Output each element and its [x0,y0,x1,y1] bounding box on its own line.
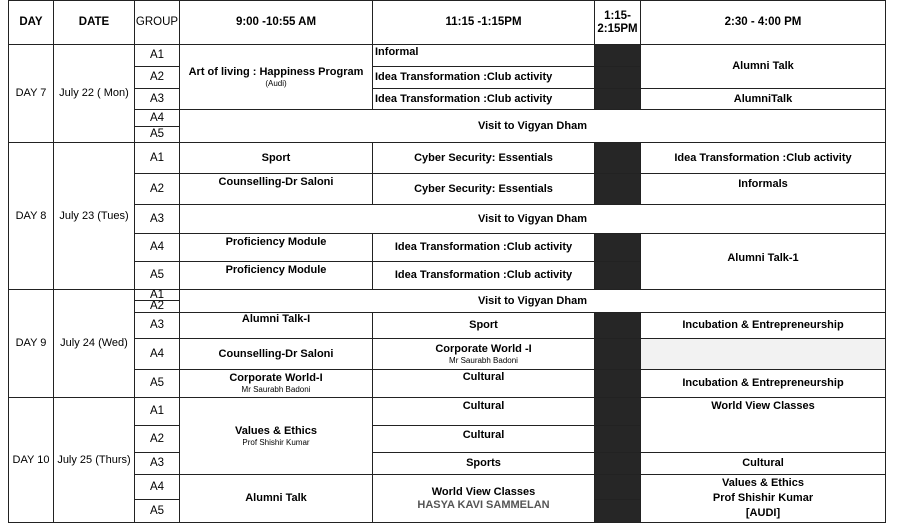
day8-lunch-a1 [594,142,641,174]
day7-slot4-a3: AlumniTalk [640,88,886,110]
day8-group-a2: A2 [134,173,180,205]
day9-slot2-a3: Sport [372,312,595,339]
day9-slot2-a4 [372,338,595,370]
day10-slot2-a1: Cultural [372,397,595,426]
day7-a4-a5-all-slots: Visit to Vigyan Dham [179,109,886,143]
day9-slot2-a4-title: Corporate World -I [435,342,532,355]
day10-slot2-a3: Sports [372,452,595,475]
day8-slot2-a2: Cyber Security: Essentials [372,173,595,205]
day9-group-a5: A5 [134,369,180,398]
day8-slot2-a4: Idea Transformation :Club activity [372,233,595,262]
day10-group-a1: A1 [134,397,180,426]
day9-lunch-a3 [594,312,641,339]
day8-slot1-a1: Sport [179,142,373,174]
day9-group-a2: A2 [134,300,180,313]
day9-group-a1: A1 [134,289,180,301]
day7-group-a3: A3 [134,88,180,110]
day8-slot2-a1: Cyber Security: Essentials [372,142,595,174]
day9-group-a3: A3 [134,312,180,339]
day10-group-a4: A4 [134,474,180,500]
day8-slot4-a4-a5: Alumni Talk-1 [640,233,886,290]
day10-slot2-a4-a5 [372,474,595,523]
day10-slot1-title: Values & Ethics [235,424,317,437]
day9-day: DAY 9 [8,289,54,398]
day10-group-a3: A3 [134,452,180,475]
day10-slot1-a1-a3 [179,397,373,475]
day10-group-a5: A5 [134,499,180,523]
day10-slot2-a4-a5-line-1: World View Classes [431,485,536,498]
day8-lunch-a2 [594,173,641,205]
day8-slot1-a4: Proficiency Module [179,233,373,262]
day10-lunch-a2 [594,425,641,453]
day8-a3-all-slots: Visit to Vigyan Dham [179,204,886,234]
day8-group-a4: A4 [134,233,180,262]
day9-slot4-a5: Incubation & Entrepreneurship [640,369,886,398]
day10-slot4-a1-a2: World View Classes [640,397,886,453]
day7-slot2-a2: Idea Transformation :Club activity [372,66,595,89]
day9-slot2-a4-speaker: Mr Saurabh Badoni [449,355,518,365]
day9-slot4-a4-empty [640,338,886,370]
day9-slot1-a5-speaker: Mr Saurabh Badoni [241,385,311,394]
day7-slot4-a1-a2: Alumni Talk [640,44,886,89]
day8-slot1-a2: Counselling-Dr Saloni [179,173,373,205]
day10-lunch-a4 [594,474,641,500]
day7-group-a2: A2 [134,66,180,89]
day10-slot4-a3: Cultural [640,452,886,475]
day8-lunch-a5 [594,261,641,290]
header-slot-4: 2:30 - 4:00 PM [640,0,886,45]
day8-group-a5: A5 [134,261,180,290]
day9-group-a4: A4 [134,338,180,370]
day8-slot2-a5: Idea Transformation :Club activity [372,261,595,290]
day10-slot4-a4-a5-line-2: Prof Shishir Kumar [712,492,814,504]
day9-slot1-a5 [179,369,373,398]
day7-lunch-a2 [594,66,641,89]
day7-slot1-venue: (Audi) [265,78,287,88]
day9-slot1-a5-title: Corporate World-I [229,372,323,384]
day9-slot1-a3: Alumni Talk-I [179,312,373,339]
day7-slot1-title: Art of living : Happiness Program [188,65,364,78]
day7-day: DAY 7 [8,44,54,143]
header-group: GROUP [134,0,180,45]
day10-slot1-speaker: Prof Shishir Kumar [242,437,310,447]
day7-lunch-a1 [594,44,641,67]
header-lunch-line-1: 1:15- [604,9,631,22]
day10-lunch-a3 [594,452,641,475]
header-date: DATE [53,0,135,45]
day10-lunch-a5 [594,499,641,523]
day10-slot2-a4-a5-line-2: HASYA KAVI SAMMELAN [417,498,550,511]
header-slot-1: 9:00 -10:55 AM [179,0,373,45]
day8-slot1-a5: Proficiency Module [179,261,373,290]
day7-slot2-a1: Informal [372,44,595,67]
day10-slot2-a2: Cultural [372,425,595,453]
day8-group-a1: A1 [134,142,180,174]
day7-date: July 22 ( Mon) [53,44,135,143]
day7-group-a5: A5 [134,126,180,143]
day10-group-a2: A2 [134,425,180,453]
day10-slot4-a4-a5-line-3: [AUDI] [745,507,781,519]
day9-slot4-a3: Incubation & Entrepreneurship [640,312,886,339]
day9-slot2-a5: Cultural [372,369,595,398]
header-day: DAY [8,0,54,45]
timetable [9,1,887,524]
day8-slot4-a1: Idea Transformation :Club activity [640,142,886,174]
day7-group-a1: A1 [134,44,180,67]
day8-lunch-a4 [594,233,641,262]
day9-lunch-a4 [594,338,641,370]
day10-slot4-a4-a5 [640,474,886,523]
day10-slot4-a4-a5-line-1: Values & Ethics [722,477,804,489]
day10-day: DAY 10 [8,397,54,523]
day10-slot1-a4-a5: Alumni Talk [179,474,373,523]
header-slot-2: 11:15 -1:15PM [372,0,595,45]
day7-slot1-a1-a3 [179,44,373,110]
day10-date: July 25 (Thurs) [53,397,135,523]
day8-group-a3: A3 [134,204,180,234]
day8-date: July 23 (Tues) [53,142,135,290]
day7-group-a4: A4 [134,109,180,127]
day10-lunch-a1 [594,397,641,426]
day9-date: July 24 (Wed) [53,289,135,398]
header-lunch [594,0,641,45]
day7-slot2-a3: Idea Transformation :Club activity [372,88,595,110]
day8-slot4-a2: Informals [640,173,886,205]
day9-a1-a2-all-slots: Visit to Vigyan Dham [179,289,886,313]
day8-day: DAY 8 [8,142,54,290]
header-lunch-line-2: 2:15PM [597,22,638,35]
day9-lunch-a5 [594,369,641,398]
day7-lunch-a3 [594,88,641,110]
day9-slot1-a4: Counselling-Dr Saloni [179,338,373,370]
